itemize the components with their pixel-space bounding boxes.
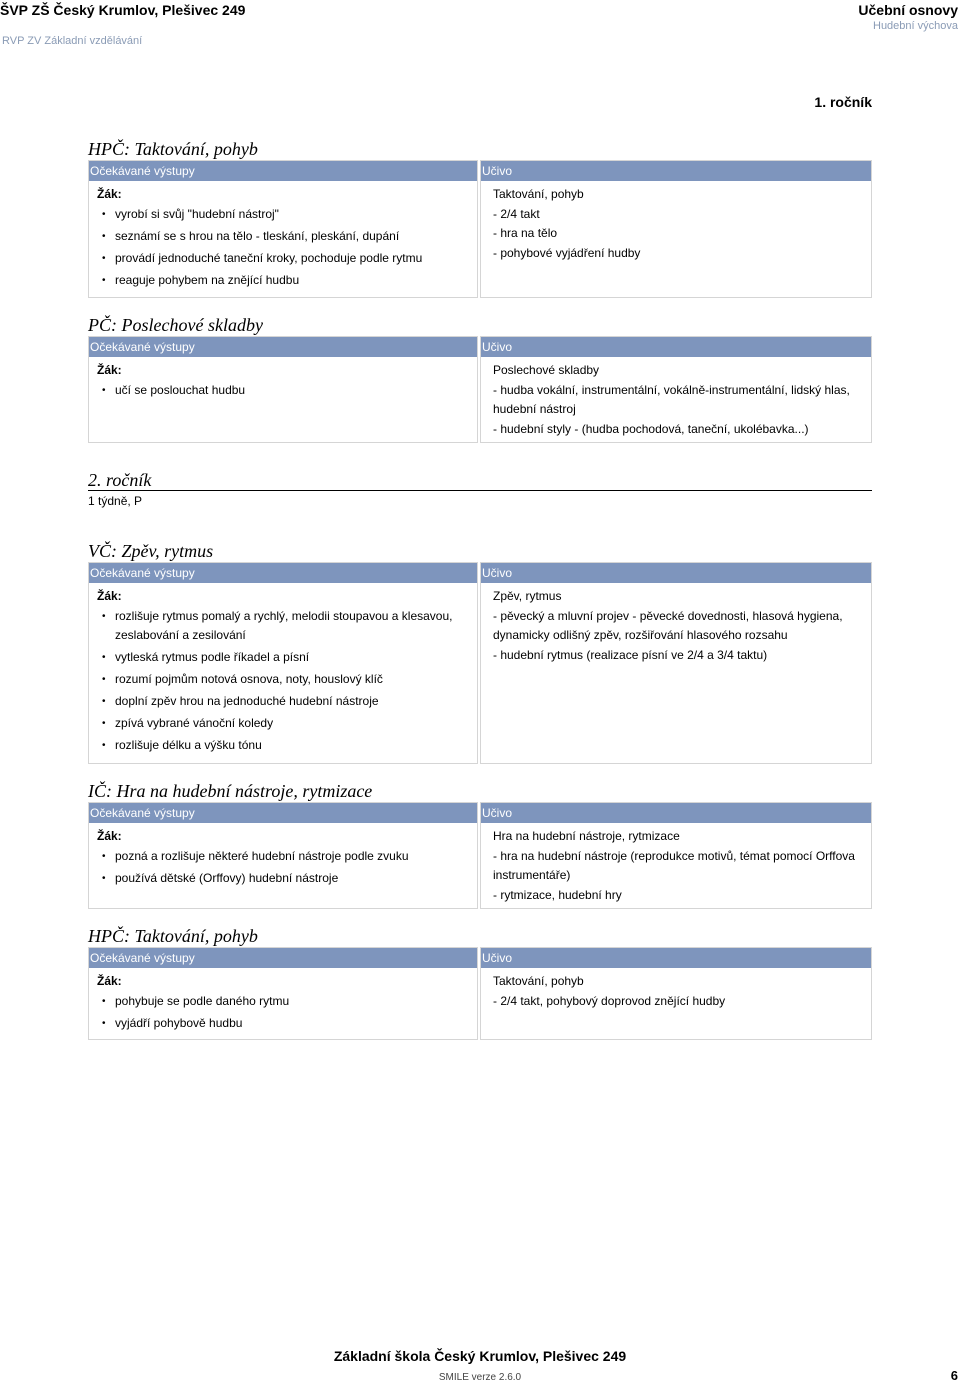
school-title: ŠVP ZŠ Český Krumlov, Plešivec 249 bbox=[0, 2, 246, 18]
curriculum-line: - hra na hudební nástroje (reprodukce motivů, témat pomocí Orffova bbox=[493, 848, 855, 863]
list-item: • zpívá vybrané vánoční koledy bbox=[89, 714, 477, 733]
curriculum-line: - hra na tělo bbox=[493, 226, 558, 240]
list-item: • používá dětské (Orffovy) hudební nástroje bbox=[89, 869, 477, 888]
curriculum-body bbox=[481, 357, 871, 439]
pupil-label: Žák: bbox=[97, 829, 122, 843]
curriculum-line: Hra na hudební nástroje, rytmizace bbox=[493, 829, 680, 843]
list-item: • rozlišuje délku a výšku tónu bbox=[89, 736, 477, 755]
outcomes-header: Očekávané výstupy bbox=[89, 337, 477, 357]
curriculum-line: - hudba vokální, instrumentální, vokálně-instrumentální, lidský hlas, bbox=[493, 382, 850, 397]
list-item: • provádí jednoduché taneční kroky, pochoduje podle rytmu bbox=[89, 249, 477, 268]
curriculum-line: Zpěv, rytmus bbox=[493, 589, 562, 603]
pupil-label: Žák: bbox=[97, 187, 122, 201]
outcomes-header: Očekávané výstupy bbox=[89, 161, 477, 181]
curriculum-line: Taktování, pohyb bbox=[493, 974, 584, 988]
curriculum-header: Učivo bbox=[481, 161, 871, 181]
curriculum-line: dynamicky odlišný zpěv, rozšiřování hlasového rozsahu bbox=[493, 628, 788, 642]
pupil-label: Žák: bbox=[97, 363, 122, 377]
outcomes-column bbox=[88, 160, 478, 298]
outcomes-list bbox=[89, 381, 477, 400]
curriculum-line: - pěvecký a mluvní projev - pěvecké dovednosti, hlasová hygiena, bbox=[493, 608, 843, 623]
grade-1-label: 1. ročník bbox=[814, 94, 872, 110]
grade-2-hours: 1 týdně, P bbox=[88, 494, 143, 508]
section-table bbox=[88, 802, 872, 909]
section-title: HPČ: Taktování, pohyb bbox=[88, 139, 258, 159]
footer-version: SMILE verze 2.6.0 bbox=[438, 1372, 522, 1383]
page-number: 6 bbox=[950, 1368, 958, 1383]
curriculum-line: instrumentáře) bbox=[493, 868, 571, 882]
section-title: VČ: Zpěv, rytmus bbox=[88, 541, 214, 561]
outcomes-column bbox=[88, 947, 478, 1040]
curriculum-line: Poslechové skladby bbox=[493, 363, 600, 377]
list-item: • vytleská rytmus podle říkadel a písní bbox=[89, 648, 477, 667]
section-title: IČ: Hra na hudební nástroje, rytmizace bbox=[88, 781, 373, 801]
list-item: • doplní zpěv hrou na jednoduché hudební nástroje bbox=[89, 692, 477, 711]
curriculum-line: Taktování, pohyb bbox=[493, 187, 584, 201]
curriculum-body bbox=[481, 181, 871, 263]
footer-school: Základní škola Český Krumlov, Plešivec 249 bbox=[333, 1348, 627, 1364]
curriculum-line: - pohybové vyjádření hudby bbox=[493, 245, 641, 260]
subject-subtitle: Hudební výchova bbox=[873, 20, 958, 32]
pupil-label: Žák: bbox=[97, 589, 122, 603]
rvp-subtitle: RVP ZV Základní vzdělávání bbox=[2, 35, 143, 47]
curriculum-header: Učivo bbox=[481, 563, 871, 583]
curriculum-body bbox=[481, 583, 871, 665]
curriculum-line: - 2/4 takt bbox=[493, 206, 540, 221]
curriculum-column bbox=[480, 562, 872, 764]
section-table bbox=[88, 947, 872, 1040]
list-item: • rozlišuje rytmus pomalý a rychlý, melodii stoupavou a klesavou, zeslabování a zesilování bbox=[89, 607, 477, 645]
curriculum-column bbox=[480, 336, 872, 443]
curriculum-body bbox=[481, 968, 871, 1011]
outcomes-column bbox=[88, 802, 478, 909]
section-title: HPČ: Taktování, pohyb bbox=[88, 926, 258, 946]
outcomes-header: Očekávané výstupy bbox=[89, 563, 477, 583]
curriculum-header: Učivo bbox=[481, 948, 871, 968]
outcomes-column bbox=[88, 336, 478, 443]
outcomes-header: Očekávané výstupy bbox=[89, 803, 477, 823]
outcomes-list bbox=[89, 205, 477, 290]
curriculum-line: - hudební styly - (hudba pochodová, taneční, ukolébavka...) bbox=[493, 421, 809, 436]
outcomes-header: Očekávané výstupy bbox=[89, 948, 477, 968]
list-item: • pohybuje se podle daného rytmu bbox=[89, 992, 477, 1011]
curriculum-line: hudební nástroj bbox=[493, 402, 576, 416]
list-item: • pozná a rozlišuje některé hudební nástroje podle zvuku bbox=[89, 847, 477, 866]
document-title: Učební osnovy bbox=[858, 2, 958, 18]
list-item: • učí se poslouchat hudbu bbox=[89, 381, 477, 400]
list-item: • vyrobí si svůj "hudební nástroj" bbox=[89, 205, 477, 224]
curriculum-line: - rytmizace, hudební hry bbox=[493, 887, 622, 902]
curriculum-header: Učivo bbox=[481, 803, 871, 823]
section-table bbox=[88, 336, 872, 443]
list-item: • reaguje pohybem na znějící hudbu bbox=[89, 271, 477, 290]
pupil-label: Žák: bbox=[97, 974, 122, 988]
outcomes-list bbox=[89, 847, 477, 888]
grade-2-heading: 2. ročník bbox=[88, 470, 872, 491]
outcomes-list bbox=[89, 992, 477, 1033]
curriculum-column bbox=[480, 947, 872, 1040]
section-table bbox=[88, 562, 872, 764]
section-title: PČ: Poslechové skladby bbox=[88, 315, 263, 335]
list-item: • rozumí pojmům notová osnova, noty, houslový klíč bbox=[89, 670, 477, 689]
curriculum-body bbox=[481, 823, 871, 905]
section-table bbox=[88, 160, 872, 298]
curriculum-line: - 2/4 takt, pohybový doprovod znějící hudby bbox=[493, 993, 726, 1008]
list-item: • seznámí se s hrou na tělo - tleskání, pleskání, dupání bbox=[89, 227, 477, 246]
curriculum-column bbox=[480, 160, 872, 298]
curriculum-column bbox=[480, 802, 872, 909]
outcomes-list bbox=[89, 607, 477, 755]
curriculum-header: Učivo bbox=[481, 337, 871, 357]
outcomes-column bbox=[88, 562, 478, 764]
list-item: • vyjádří pohybově hudbu bbox=[89, 1014, 477, 1033]
curriculum-line: - hudební rytmus (realizace písní ve 2/4 a 3/4 taktu) bbox=[493, 647, 768, 662]
